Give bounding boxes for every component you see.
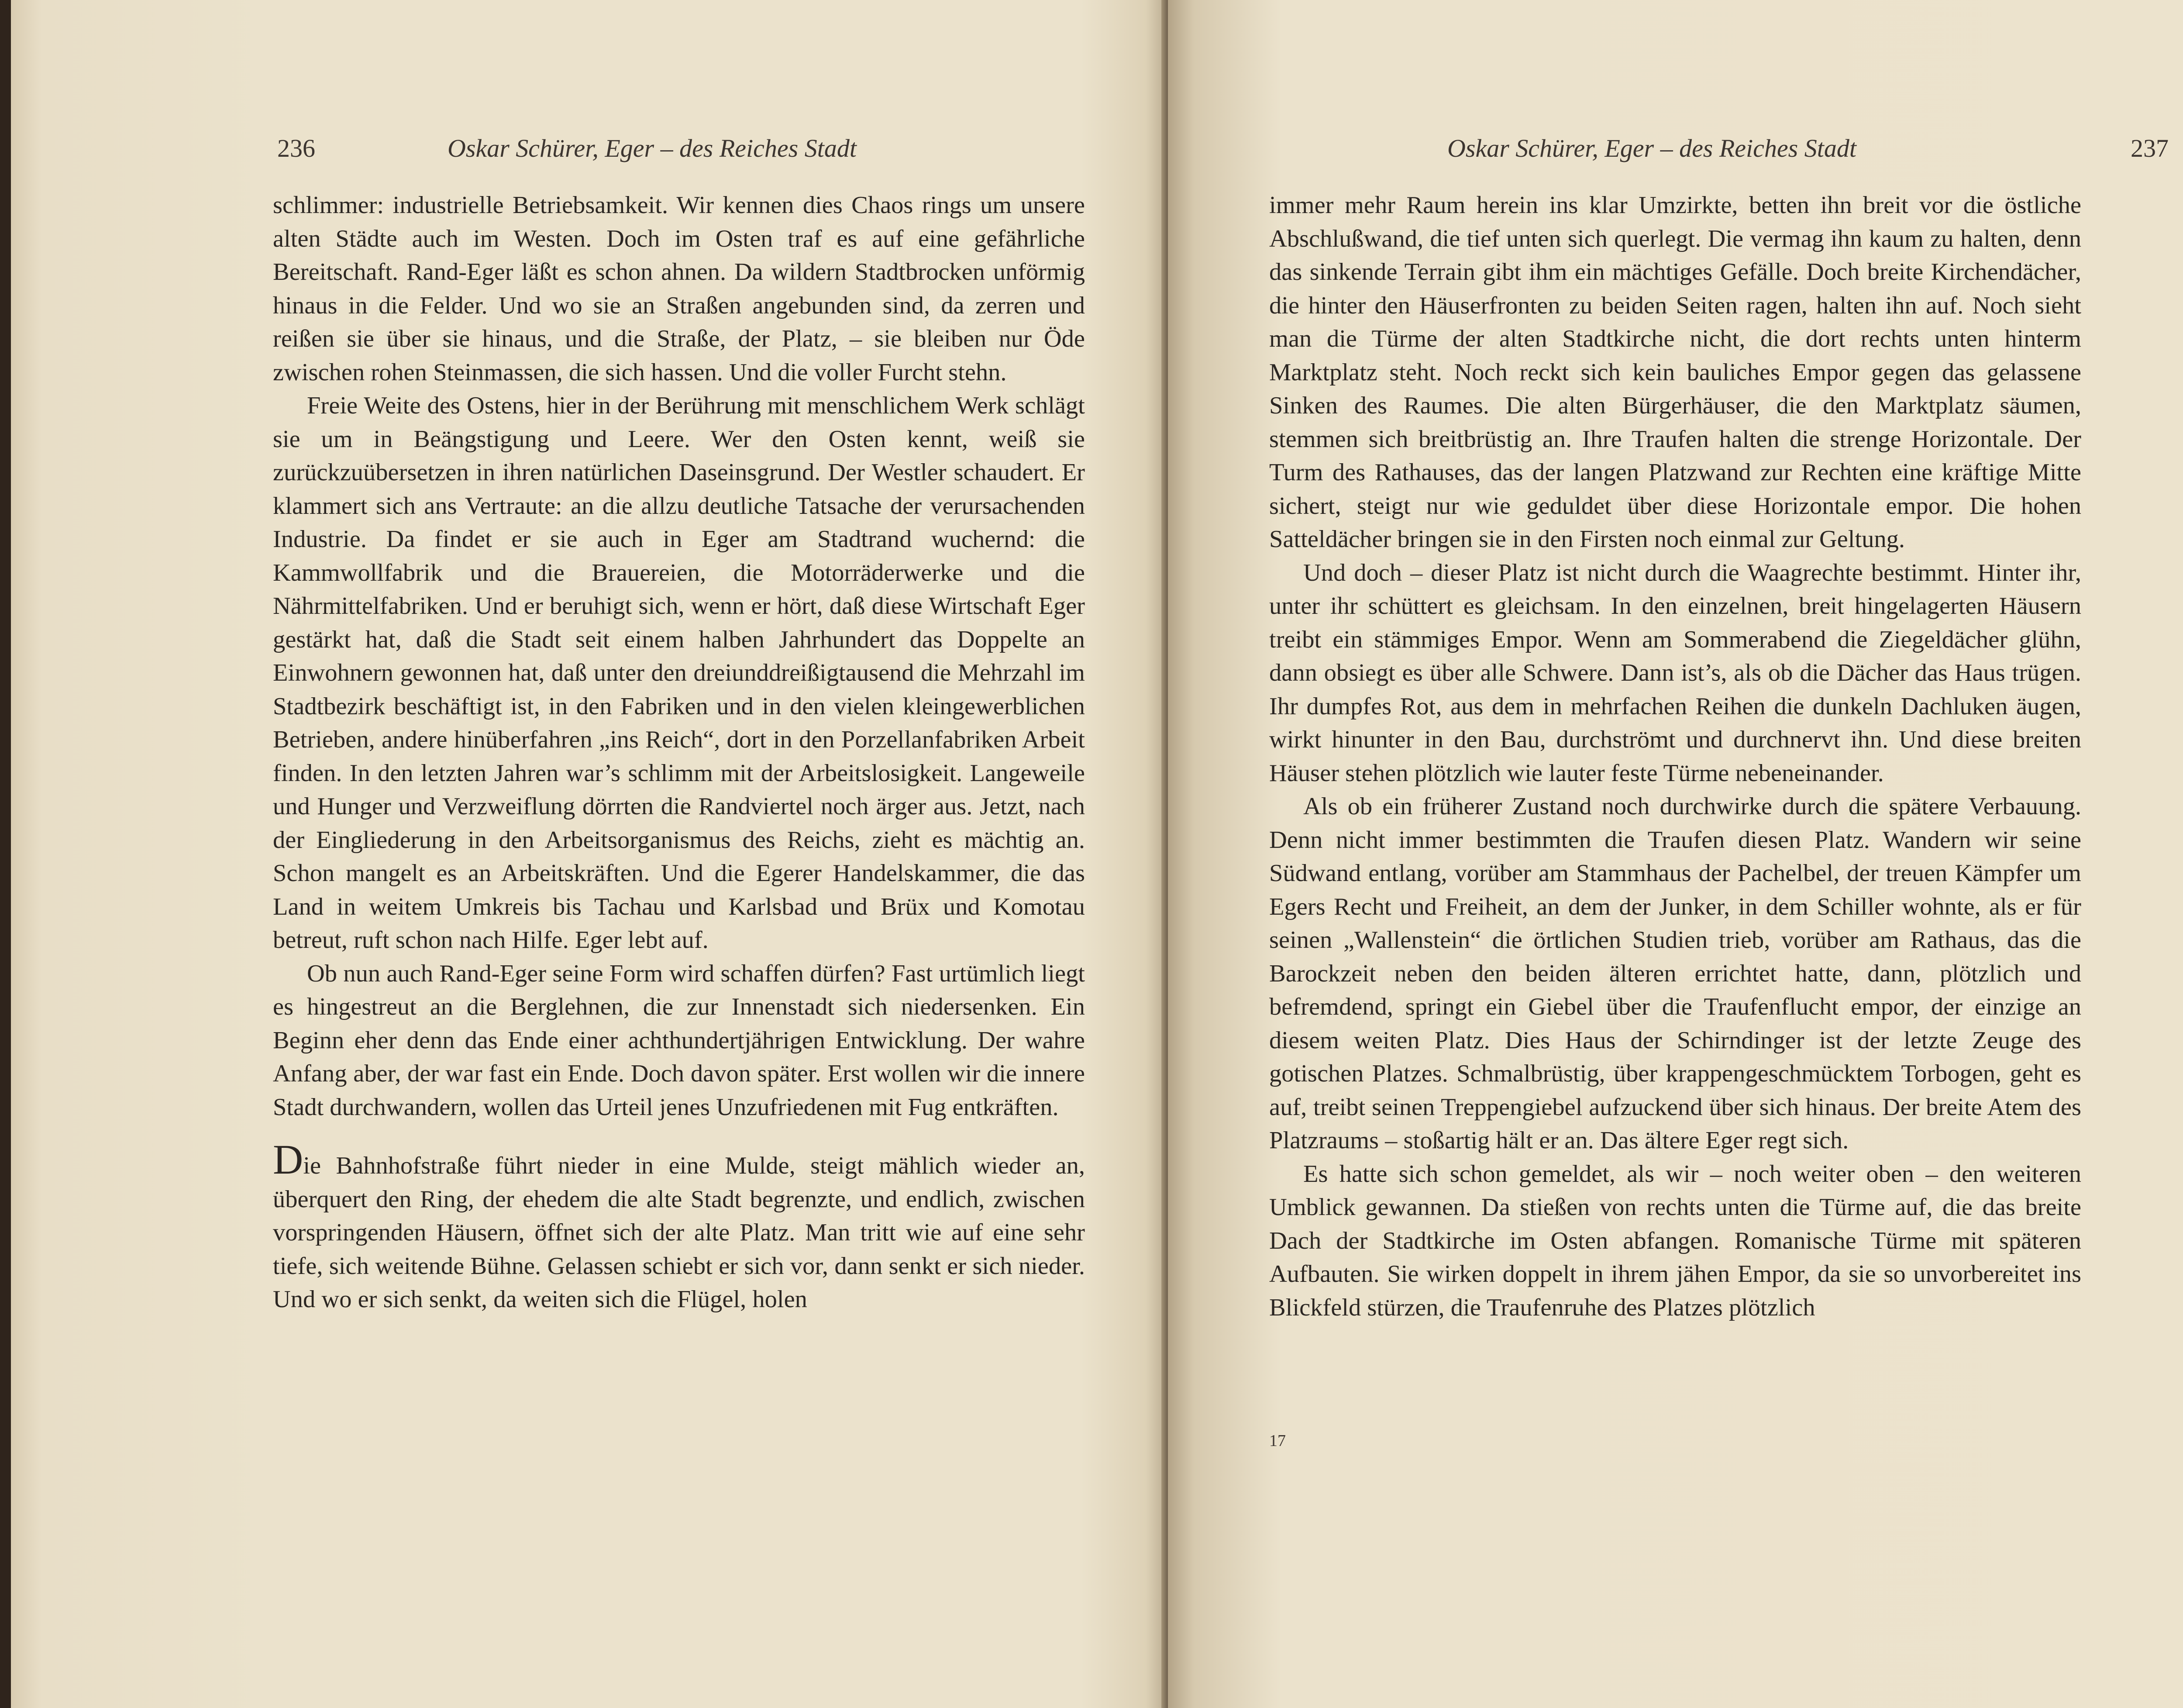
paragraph: Ob nun auch Rand-Eger seine Form wird schaffen dürfen? Fast urtümlich liegt es hingestreut an die Berglehnen, die zur Innenstadt sich niedersenken. Ein Beginn eher denn das Ende einer achthundertjährigen Entwicklung. Der wahre Anfang aber, der war fast ein Ende. Doch davon später. Erst wollen wir die innere Stadt durchwandern, wollen das Urteil jenes Unzufriedenen mit Fug entkräften. — [273, 960, 1085, 1121]
paragraph: schlimmer: industrielle Betriebsamkeit. Wir kennen dies Chaos rings um unsere alten Städte auch im Westen. Doch im Osten traf es auf eine gefährliche Bereitschaft. Rand-Eger läßt es schon ahnen. Da wildern Stadtbrocken unförmig hinaus in die Felder. Und wo sie an Straßen angebunden sind, da zerren und reißen sie über sie hinaus, und die Straße, der Platz, – sie bleiben nur Öde zwischen rohen Steinmassen, die sich hassen. Und die voller Furcht stehn. — [273, 192, 1085, 386]
page-number-left: 236 — [277, 134, 315, 162]
initial-letter: D — [273, 1136, 303, 1183]
right-running-head — [1447, 131, 2183, 166]
paragraph: immer mehr Raum herein ins klar Umzirkte, betten ihn breit vor die östliche Abschlußwand, die tief unten sich querlegt. Die vermag ihn kaum zu halten, denn das sinkende Terrain gibt ihm ein mächtiges Gefälle. Doch breite Kirchendächer, die hinter den Häuserfronten zu beiden Seiten ragen, halten ihn auf. Noch sieht man die Türme der alten Stadtkirche nicht, die dort rechts unten hinterm Marktplatz steht. Noch reckt sich kein bauliches Empor gegen das gelassene Sinken des Raumes. Die alten Bürgerhäuser, die den Marktplatz säumen, stemmen sich breitbrüstig an. Ihre Traufen halten die strenge Horizontale. Der Turm des Rathauses, das der langen Platzwand zur Rechten eine kräftige Mitte sichert, steigt nur wie geduldet über diese Horizontale empor. Die hohen Satteldächer bringen sie in den Firsten noch einmal zur Geltung. — [1269, 192, 2081, 553]
paragraph: Es hatte sich schon gemeldet, als wir – noch weiter oben – den weiteren Umblick gewannen. Da stießen von rechts unten die Türme auf, die das breite Dach der Stadtkirche im Osten abfangen. Romanische Türme mit späteren Aufbauten. Sie wirken doppelt in ihrem jähen Empor, da sie so unvorbereitet ins Blickfeld stürzen, die Traufenruhe des Platzes plötzlich — [1269, 1160, 2081, 1321]
left-page — [11, 0, 1168, 1708]
section-opening-paragraph — [273, 1136, 1085, 1316]
paragraph: Freie Weite des Ostens, hier in der Berührung mit menschlichem Werk schlägt sie um in Beängstigung und Leere. Wer den Osten kennt, weiß sie zurückzuübersetzen in ihren natürlichen Daseinsgrund. Der Westler schaudert. Er klammert sich ans Vertraute: an die allzu deutliche Tatsache der verursachenden Industrie. Da findet er sie auch in Eger am Stadtrand wuchernd: die Kammwollfabrik und die Brauereien, die Motorräderwerke und die Nährmittelfabriken. Und er beruhigt sich, wenn er hört, daß diese Wirtschaft Eger gestärkt hat, daß die Stadt seit einem halben Jahrhundert das Doppelte an Einwohnern gewonnen hat, daß unter den dreiunddreißigtausend die Mehrzahl im Stadtbezirk beschäftigt ist, in den Fabriken und in den vielen kleingewerblichen Betrieben, andere hinüberfahren „ins Reich“, dort in den Porzellanfabriken Arbeit finden. In den letzten Jahren war’s schlimm mit der Arbeitslosigkeit. Langeweile und Hunger und Verzweiflung dörrten die Randviertel noch ärger aus. Jetzt, nach der Eingliederung in den Arbeitsorganismus des Reichs, zieht es mächtig an. Schon mangelt es an Arbeitskräften. Und die Egerer Handelskammer, die das Land in weitem Umkreis bis Tachau und Karlsbad und Brüx und Komotau betreut, ruft schon nach Hilfe. Eger lebt auf. — [273, 392, 1085, 954]
right-page-body — [1269, 189, 2081, 1324]
running-title-left: Oskar Schürer, Eger – des Reiches Stadt — [448, 134, 857, 162]
left-running-head — [277, 131, 919, 166]
left-page-body — [273, 189, 1085, 1316]
paragraph: Als ob ein früherer Zustand noch durchwirke durch die spätere Verbauung. Denn nicht immer bestimmten die Traufen diesen Platz. Wandern wir seine Südwand entlang, vorüber am Stammhaus der Pachelbel, der treuen Kämpfer um Egers Recht und Freiheit, an dem der Junker, in dem Schiller wohnte, als er für seinen „Wallenstein“ die örtlichen Studien trieb, vorüber am Rathaus, das die Barockzeit neben den beiden älteren errichtet hatte, dann, plötzlich und befremdend, springt ein Giebel über die Traufenflucht empor, der einzige an diesem weiten Platz. Dies Haus der Schirndinger ist der letzte Zeuge des gotischen Platzes. Schmalbrüstig, über krappengeschmücktem Torbogen, geht es auf, treibt seinen Treppengiebel aufzuckend über sich hinaus. Der breite Atem des Platzraums – stoßartig hält er an. Das ältere Eger regt sich. — [1269, 793, 2081, 1154]
signature-mark: 17 — [1269, 1432, 1286, 1450]
page-number-right: 237 — [2131, 134, 2169, 162]
paragraph: Und doch – dieser Platz ist nicht durch die Waagrechte bestimmt. Hinter ihr, unter ihr schüttert es gleichsam. In den einzelnen, breit hingelagerten Häusern treibt ein stämmiges Empor. Wenn am Sommerabend die Ziegeldächer glühn, dann obsiegt es über alle Schwere. Dann ist’s, als ob die Dächer das Haus trügen. Ihr dumpfes Rot, aus dem in mehrfachen Reihen die dunkeln Dachluken äugen, wirkt hinunter in den Bau, durchströmt und durchnervt ihn. Und diese breiten Häuser stehen plötzlich wie lauter feste Türme nebeneinander. — [1269, 559, 2081, 787]
right-page — [1168, 0, 2183, 1708]
running-title-right: Oskar Schürer, Eger – des Reiches Stadt — [1447, 134, 1856, 162]
section-text: ie Bahnhofstraße führt nieder in eine Mulde, steigt mählich wieder an, überquert den Ring, der ehedem die alte Stadt begrenzte, und endlich, zwischen vorspringenden Häusern, öffnet sich der alte Platz. Man tritt wie auf eine sehr tiefe, sich weitende Bühne. Gelassen schiebt er sich vor, dann senkt er sich nieder. Und wo er sich senkt, da weiten sich die Flügel, holen — [273, 1152, 1085, 1313]
